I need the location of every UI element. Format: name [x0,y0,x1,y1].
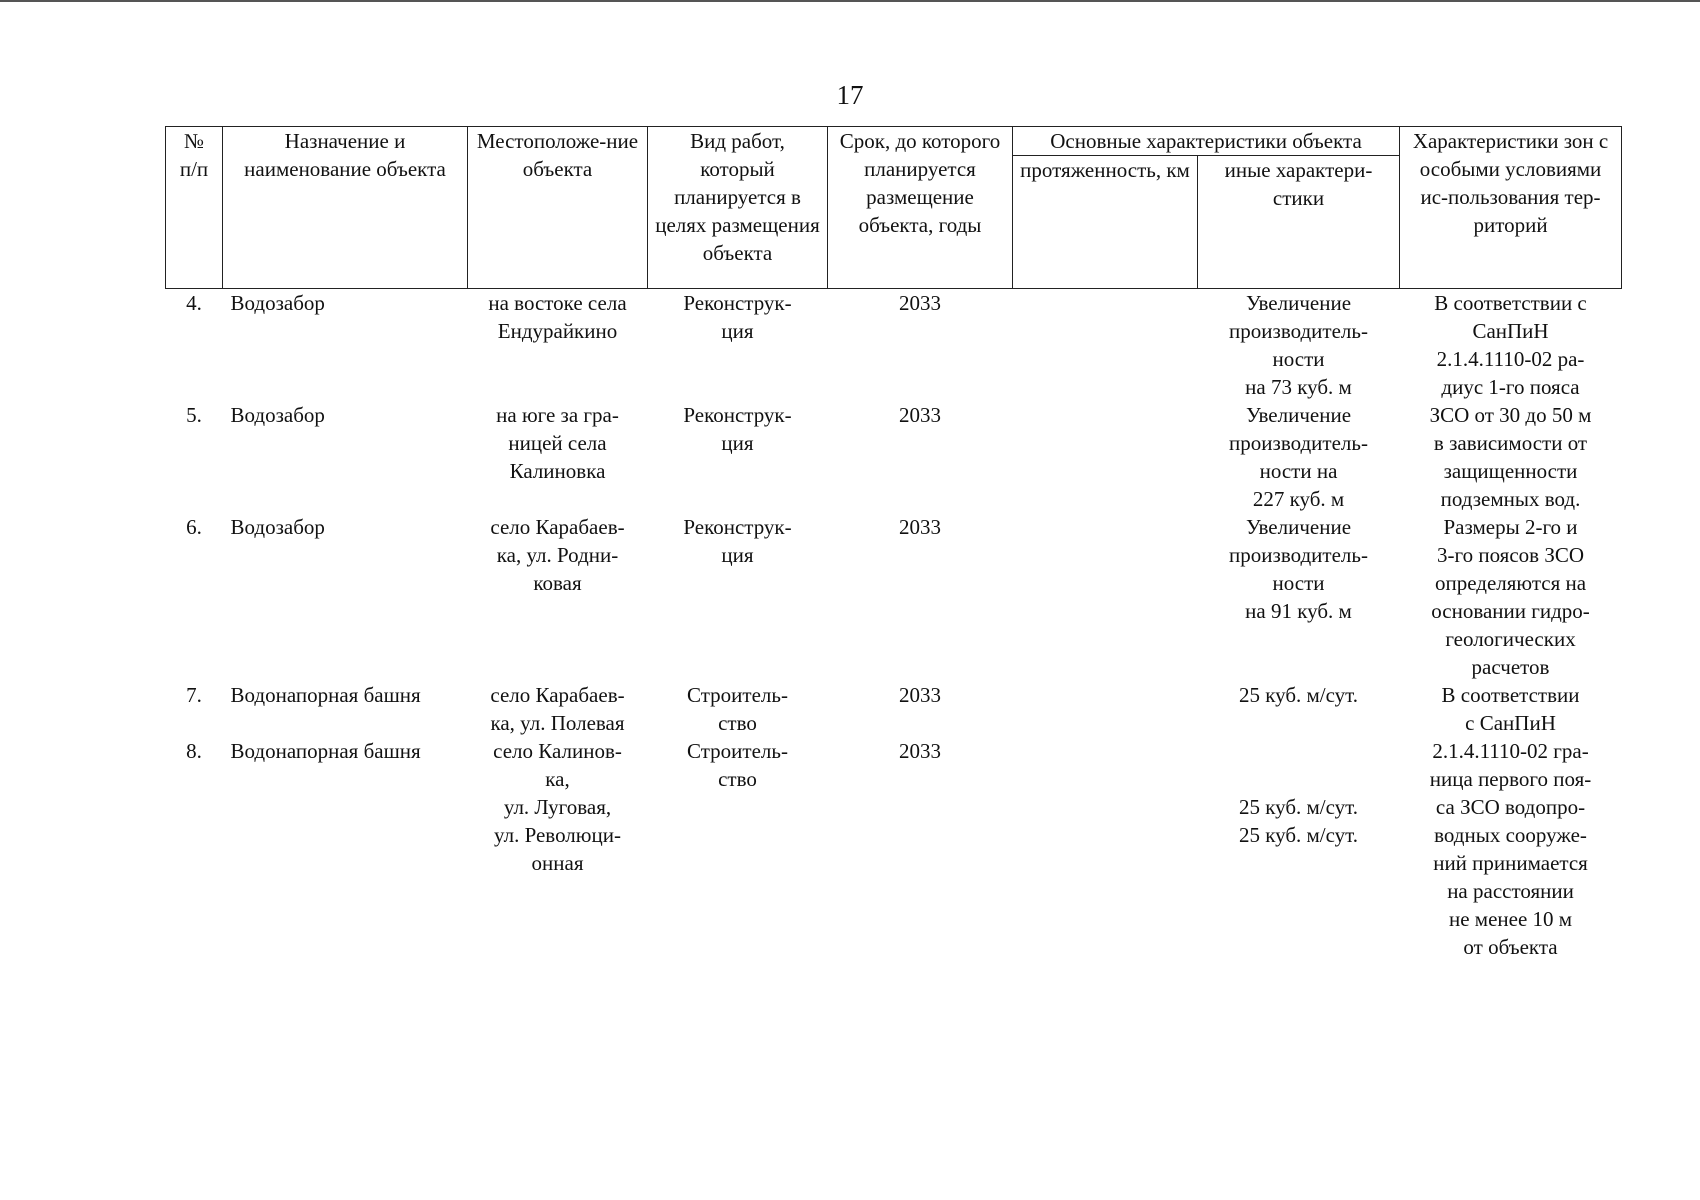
row-object-name: Водозабор [230,291,325,315]
row-number: 5. [186,403,202,427]
row-object-name: Водонапорная башня [230,739,421,763]
row-object-name: Водозабор [230,515,325,539]
row-number: 8. [186,739,202,763]
row-location: село Карабаев- ка, ул. Полевая [490,683,625,735]
row-length [1013,289,1198,402]
row-location: на востоке села Ендурайкино [488,291,627,343]
planned-objects-table [165,126,1622,961]
zone-characteristics-group-1: В соответствии с СанПиН 2.1.4.1110-02 ра- диус 1-го пояса ЗСО от 30 до 50 м в зависимости от защищенности подземных вод. Размеры 2-го и 3-го поясов ЗСО определяются на основании гидро- геологических расчетов [1429,291,1592,679]
header-name: Назначение и наименование объекта [223,127,468,289]
row-term: 2033 [899,515,941,539]
planned-objects-table-sheet [165,126,1621,961]
row-location: село Калинов- ка, ул. Луговая, ул. Революци- онная [493,739,622,875]
row-other-characteristics: Увеличение производитель- ности на 91 куб. м [1229,515,1368,623]
table-row [166,289,1622,402]
page-number: 17 [836,80,864,110]
row-other-characteristics: 25 куб. м/сут. 25 куб. м/сут. [1238,795,1359,847]
row-length [1013,681,1198,737]
row-other-characteristics: Увеличение производитель- ности на 227 куб. м [1229,403,1368,511]
row-object-name: Водозабор [230,403,325,427]
row-length [1013,737,1198,961]
table-row [166,681,1622,737]
row-term: 2033 [899,403,941,427]
row-other-characteristics: Увеличение производитель- ности на 73 куб. м [1229,291,1368,399]
header-length: протяженность, км [1013,156,1198,289]
row-number: 4. [186,291,202,315]
table-body [166,289,1622,962]
row-work-type: Реконструк- ция [683,291,792,343]
row-other-characteristics: 25 куб. м/сут. [1238,683,1359,707]
row-length [1013,513,1198,681]
zone-characteristics-group-2: В соответствии с СанПиН 2.1.4.1110-02 гра- ница первого поя- са ЗСО водопро- водных сооруже- ний принимается на расстоянии не менее 10 м от объекта [1429,683,1592,959]
row-work-type: Реконструк- ция [683,403,792,455]
row-term: 2033 [899,683,941,707]
row-location: на юге за гра- ницей села Калиновка [496,403,619,483]
row-term: 2033 [899,291,941,315]
row-length [1013,401,1198,513]
header-other-characteristics: иные характери-стики [1198,156,1400,289]
row-number: 6. [186,515,202,539]
row-work-type: Реконструк- ция [683,515,792,567]
row-work-type: Строитель- ство [687,683,788,735]
header-zone-characteristics: Характеристики зон с особыми условиями ис-пользования тер-риторий [1400,127,1622,289]
header-main-characteristics: Основные характеристики объекта [1013,127,1400,156]
scan-edge-line [0,0,1700,8]
row-work-type: Строитель- ство [687,739,788,791]
table-header [166,127,1622,289]
header-term: Срок, до которого планируется размещение объекта, годы [828,127,1013,289]
row-location: село Карабаев- ка, ул. Родни- ковая [490,515,625,595]
header-work-type: Вид работ, который планируется в целях размещения объекта [648,127,828,289]
row-number: 7. [186,683,202,707]
header-location: Местоположе-ние объекта [468,127,648,289]
row-term: 2033 [899,739,941,763]
row-object-name: Водонапорная башня [230,683,421,707]
header-num: № п/п [166,127,223,289]
